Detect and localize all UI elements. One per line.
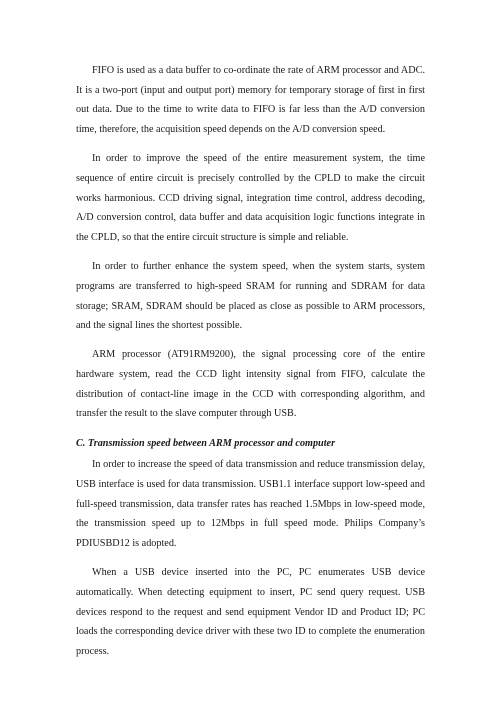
paragraph-usb-interface: In order to increase the speed of data transmission and reduce transmission delay, USB interface is used for data transmission. USB1.1 interface support low-speed and full-speed transmission, data transfer rates has reached 1.5Mbps in low-speed mode, the transmission speed up to 12Mbps in full speed mode. Philips Company’s PDIUSBD12 is adopted.	[76, 459, 425, 550]
paragraph-cpld-timing: In order to improve the speed of the entire measurement system, the time sequence of entire circuit is precisely controlled by the CPLD to make the circuit works harmonious. CCD driving signal, integration time control, address decoding, A/D conversion control, data buffer and data acquisition logic functions integrate in the CPLD, so that the entire circuit structure is simple and reliable.	[76, 153, 425, 244]
page-body	[76, 61, 425, 671]
section-heading: C. Transmission speed between ARM processor and computer	[76, 437, 336, 449]
paragraph-sram-sdram: In order to further enhance the system speed, when the system starts, system programs are transferred to high-speed SRAM for running and SDRAM for data storage; SRAM, SDRAM should be placed as close as possible to ARM processors, and the signal lines the shortest possible.	[76, 261, 425, 332]
paragraph-fifo-buffer: FIFO is used as a data buffer to co-ordinate the rate of ARM processor and ADC. It is a two-port (input and output port) memory for temporary storage of first in first out data. Due to the time to write data to FIFO is far less than the A/D conversion time, therefore, the acquisition speed depends on the A/D conversion speed.	[76, 65, 425, 136]
paragraph-arm-processor: ARM processor (AT91RM9200), the signal processing core of the entire hardware system, read the CCD light intensity signal from FIFO, calculate the distribution of contact-line image in the CCD with corresponding algorithm, and transfer the result to the slave computer through USB.	[76, 349, 425, 420]
paragraph-usb-enumeration: When a USB device inserted into the PC, PC enumerates USB device automatically. When detecting equipment to insert, PC send query request. USB devices respond to the request and send equipment Vendor ID and Product ID; PC loads the corresponding device driver with these two ID to complete the enumeration process.	[76, 567, 425, 657]
